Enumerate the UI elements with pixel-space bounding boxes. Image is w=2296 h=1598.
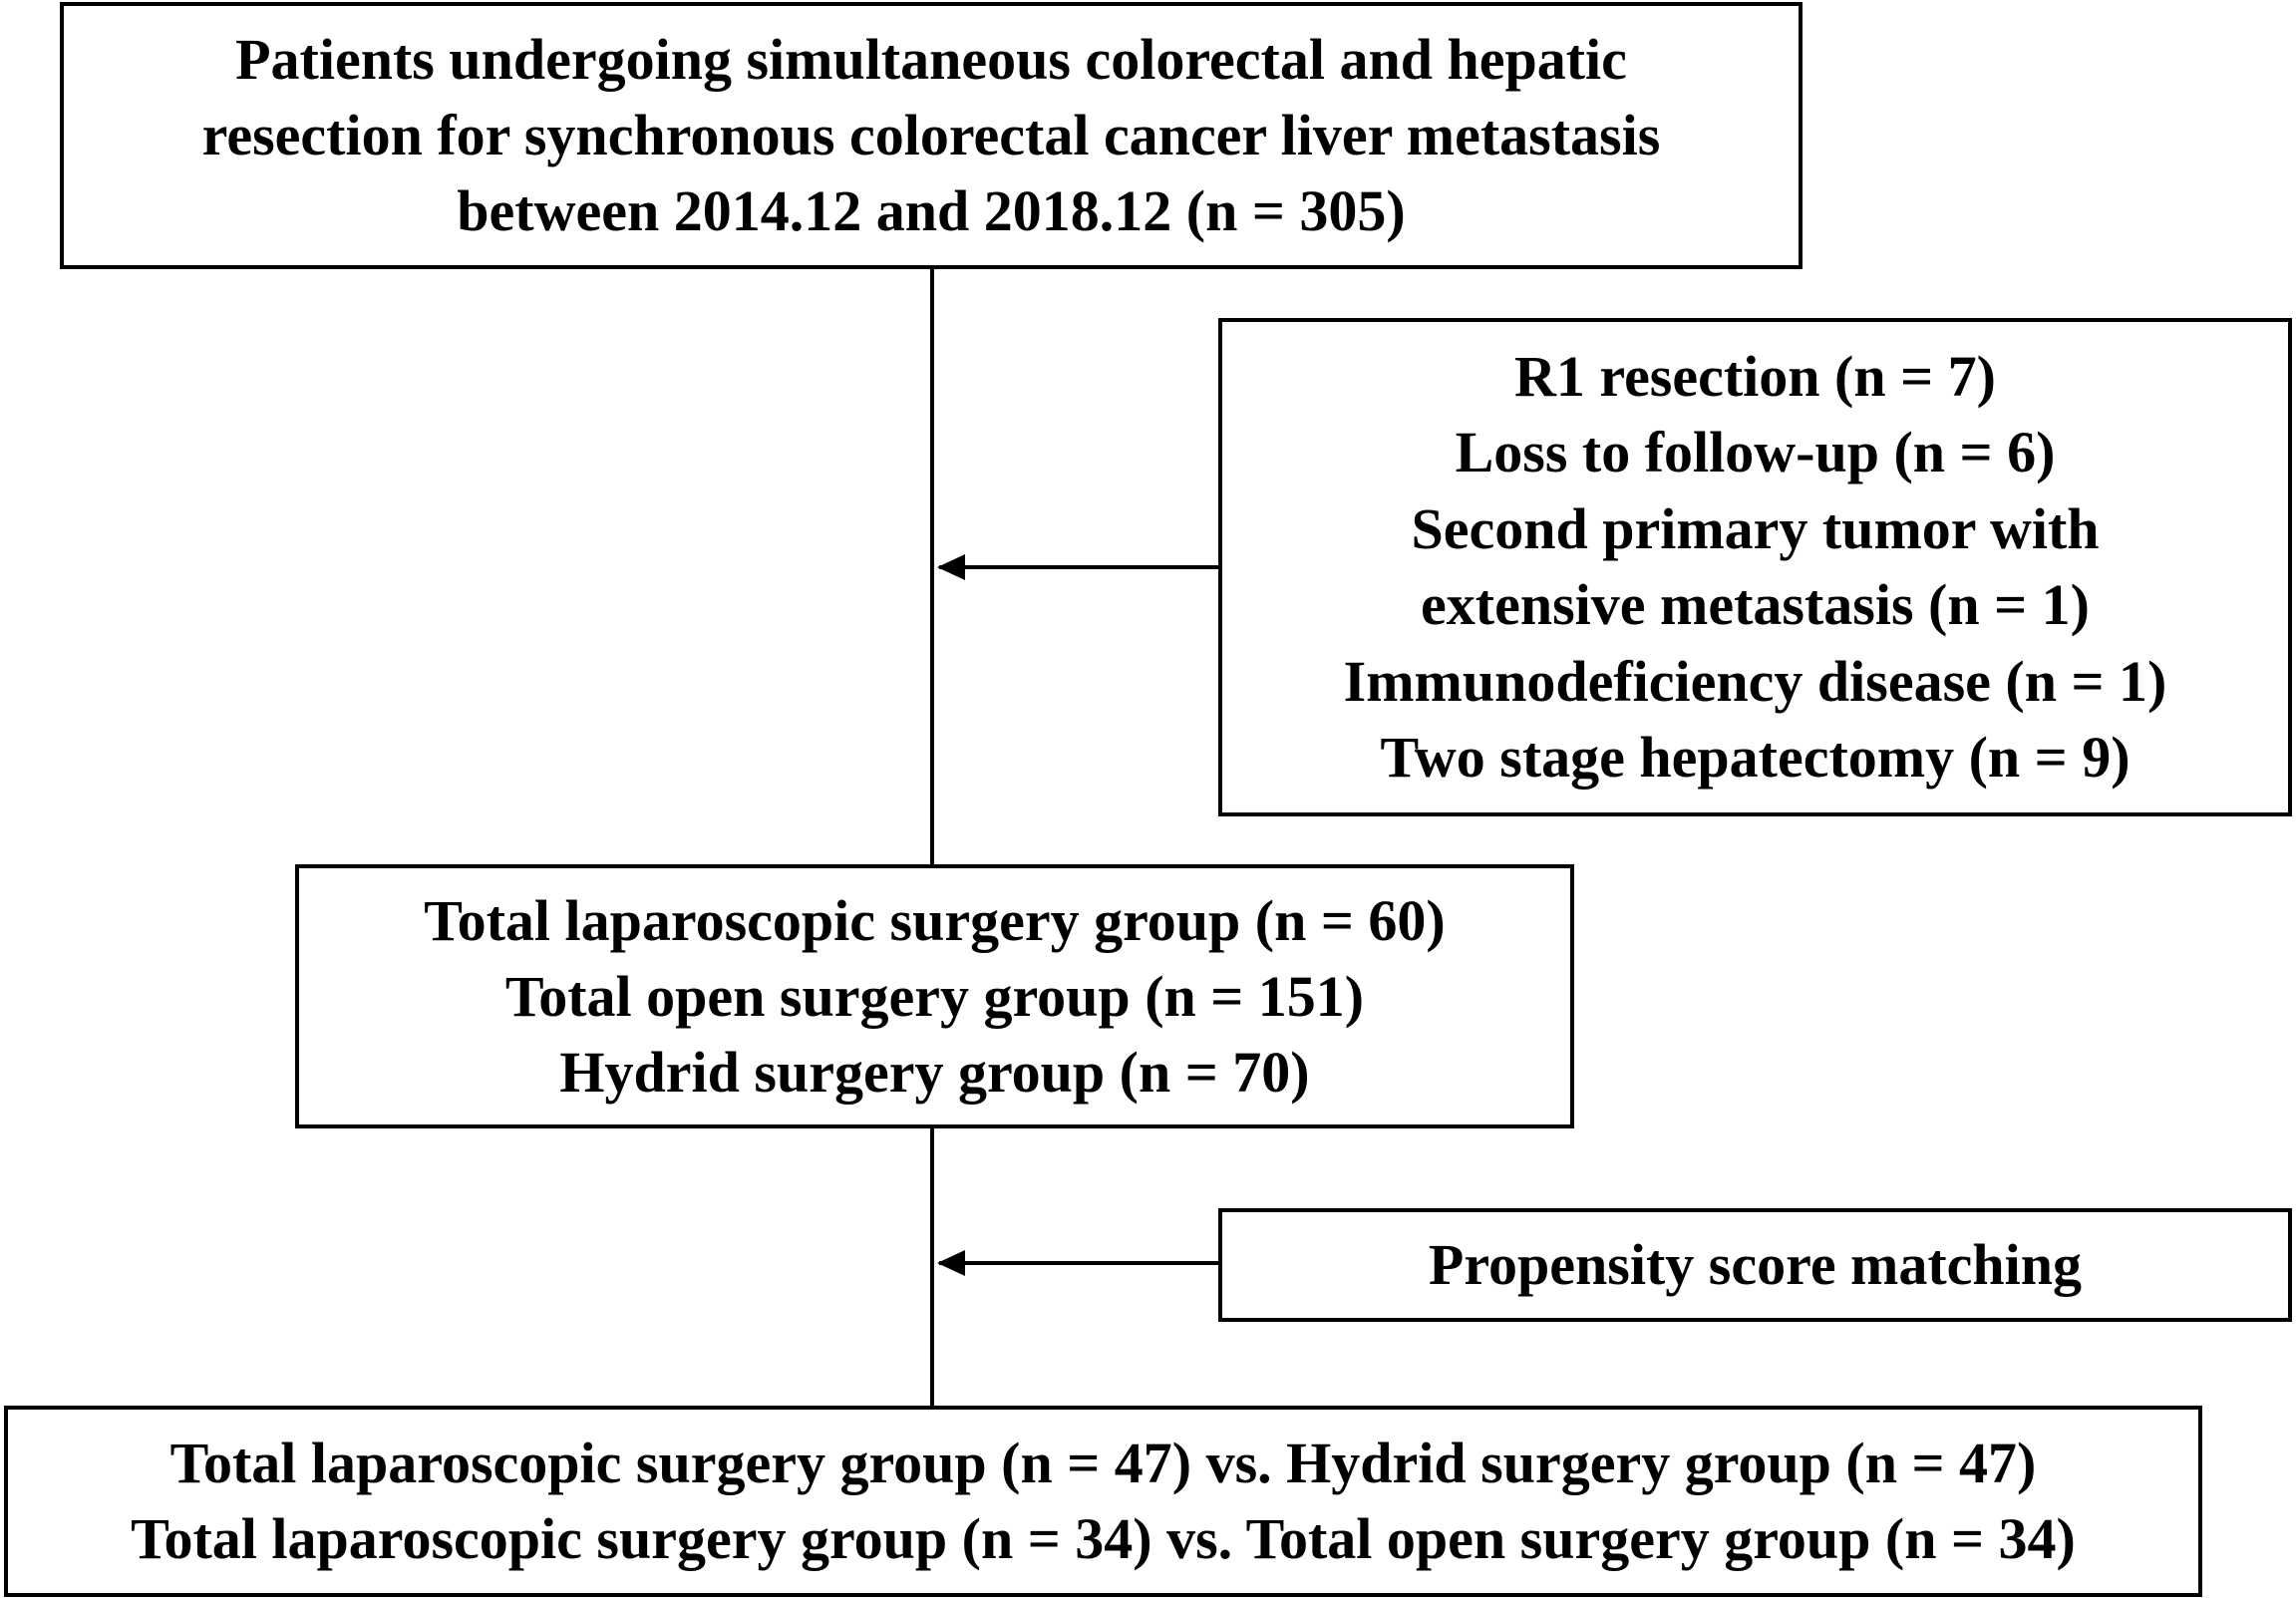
exclusion-criteria-box: [1218, 318, 2292, 816]
initial-cohort-line-3: between 2014.12 and 2018.12 (n = 305): [457, 178, 1406, 243]
matching-arrow-head: [937, 1250, 965, 1276]
exclusion-immunodeficiency: Immunodeficiency disease (n = 1): [1343, 648, 2167, 714]
group-total-open: Total open surgery group (n = 151): [504, 963, 1365, 1029]
initial-cohort-line-1: Patients undergoing simultaneous colorectal and hepatic: [235, 27, 1627, 92]
group-hydrid: Hydrid surgery group (n = 70): [559, 1039, 1310, 1105]
exclusion-second-primary-tumor: Second primary tumor with: [1411, 495, 2100, 561]
exclusion-loss-to-follow-up: Loss to follow-up (n = 6): [1455, 420, 2056, 484]
comparison-laparoscopic-vs-hydrid: Total laparoscopic surgery group (n = 47) vs. Hydrid surgery group (n = 47): [169, 1431, 2037, 1495]
exclusion-arrow-head: [937, 554, 965, 580]
propensity-matching-label: Propensity score matching: [1428, 1232, 2083, 1297]
initial-cohort-box: [60, 2, 1803, 269]
initial-cohort-line-2: resection for synchronous colorectal cancer liver metastasis: [201, 103, 1661, 167]
propensity-matching-box: [1218, 1208, 2292, 1322]
exclusion-two-stage-hepatectomy: Two stage hepatectomy (n = 9): [1380, 725, 2131, 790]
group-total-laparoscopic: Total laparoscopic surgery group (n = 60): [424, 887, 1446, 953]
comparison-laparoscopic-vs-open: Total laparoscopic surgery group (n = 34) vs. Total open surgery group (n = 34): [131, 1506, 2076, 1571]
matched-comparison-box: [4, 1406, 2202, 1597]
exclusion-r1-resection: R1 resection (n = 7): [1513, 343, 1996, 409]
surgery-groups-box: [295, 864, 1574, 1128]
exclusion-extensive-metastasis: extensive metastasis (n = 1): [1421, 572, 2090, 637]
